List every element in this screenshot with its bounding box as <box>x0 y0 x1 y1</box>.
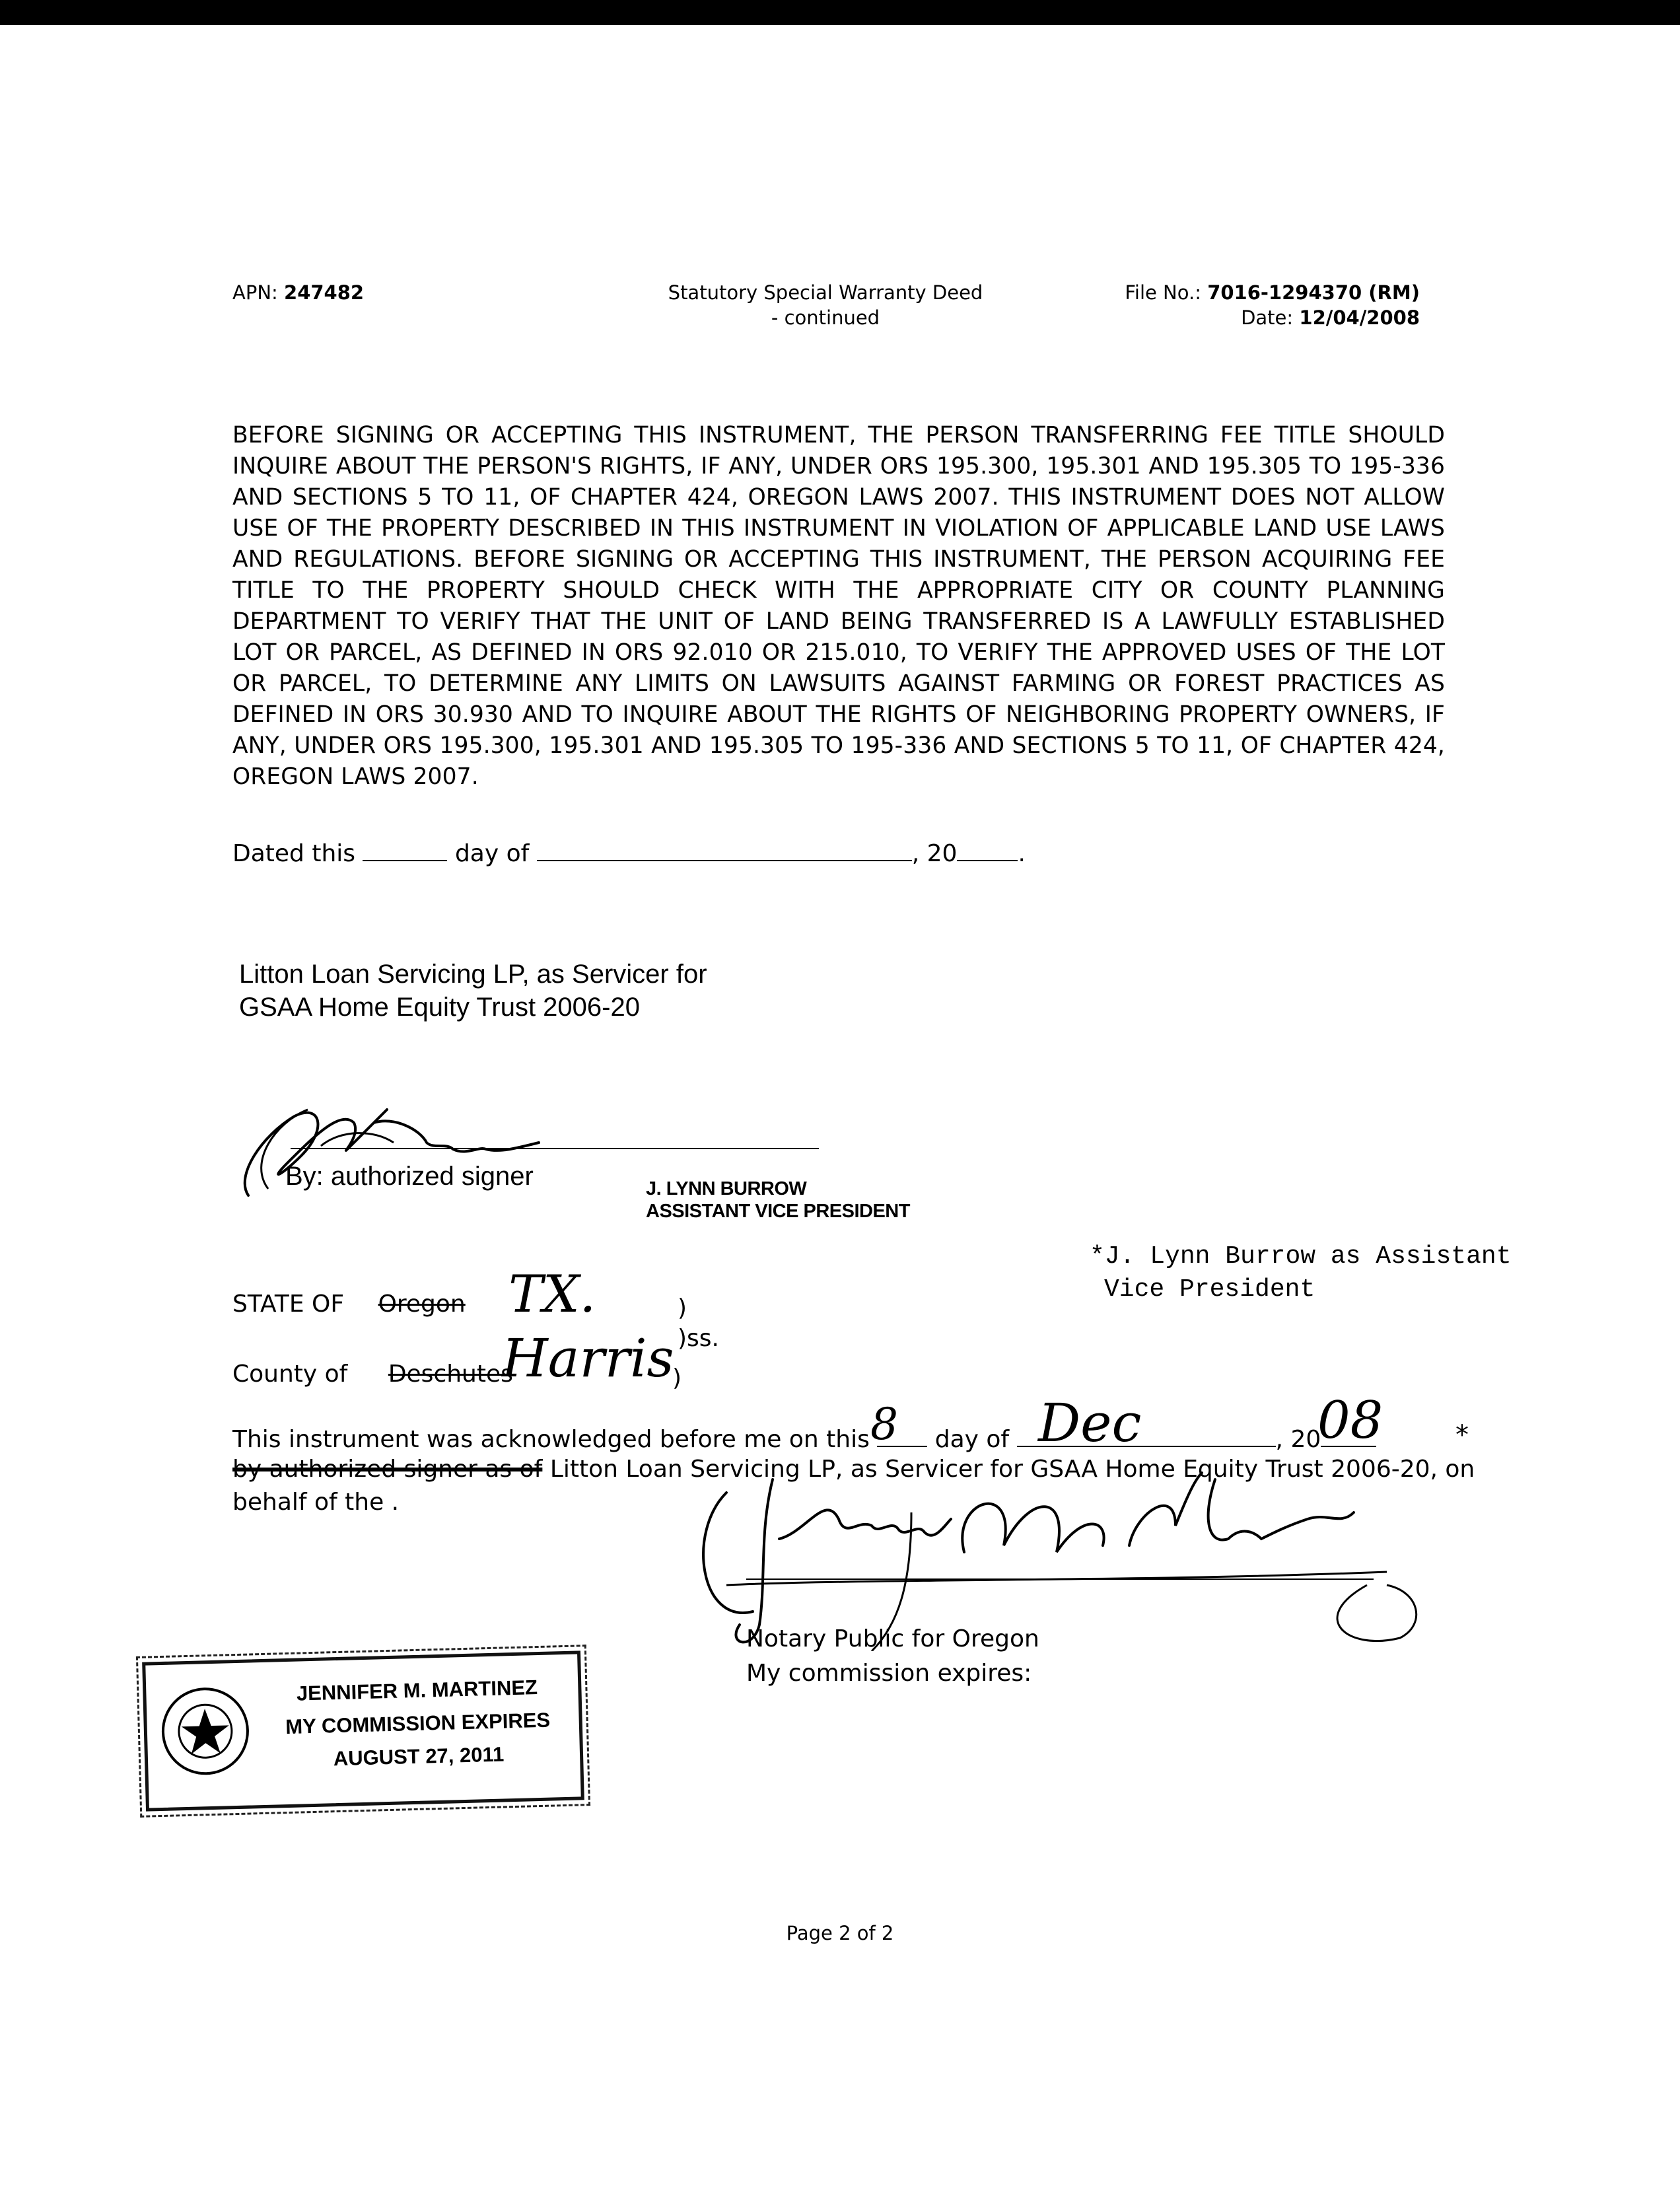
county-printed-struck: Deschutes <box>388 1361 513 1388</box>
ack-struck-text: by authorized signer as of <box>232 1456 543 1483</box>
date-value: 12/04/2008 <box>1299 306 1420 329</box>
page-number: Page 2 of 2 <box>786 1922 894 1944</box>
signer-stamp-name: J. LYNN BURROW <box>646 1178 807 1199</box>
ack-month-handwritten: Dec <box>1038 1392 1142 1454</box>
signer-stamp-title: ASSISTANT VICE PRESIDENT <box>646 1201 910 1222</box>
notary-signature-line <box>746 1578 1374 1580</box>
grantor-line2: GSAA Home Equity Trust 2006-20 <box>239 993 640 1022</box>
file-date <box>1024 305 1420 330</box>
dated-prefix: Dated this <box>232 840 356 867</box>
typed-note-line1: *J. Lynn Burrow as Assistant <box>1090 1242 1512 1271</box>
ack-year-handwritten: 08 <box>1317 1391 1383 1450</box>
date-label: Date: <box>1241 306 1294 329</box>
dated-end: . <box>1018 840 1026 867</box>
stamp-notary-name: JENNIFER M. MARTINEZ <box>296 1676 538 1705</box>
texas-star-seal-icon <box>158 1684 253 1779</box>
state-handwritten: TX. <box>508 1265 596 1324</box>
dated-year-prefix: 20 <box>927 840 958 867</box>
file-no <box>1024 280 1420 305</box>
state-label: STATE OF <box>232 1291 345 1318</box>
stamp-expiration-date: AUGUST 27, 2011 <box>333 1742 505 1771</box>
ack-day-of: day of <box>934 1426 1010 1453</box>
notary-title: Notary Public for Oregon <box>746 1625 1039 1652</box>
file-no-label: File No.: <box>1125 281 1201 304</box>
dated-day-of: day of <box>454 840 530 867</box>
county-label: County of <box>232 1361 348 1388</box>
dated-month-blank[interactable] <box>537 837 912 861</box>
doc-title-line2: - continued <box>771 306 880 329</box>
scan-top-border <box>0 0 1680 25</box>
county-line <box>232 1359 513 1390</box>
notary-commission-label: My commission expires: <box>746 1660 1032 1687</box>
ack-day-handwritten: 8 <box>870 1399 898 1450</box>
county-paren: ) <box>672 1365 682 1392</box>
dated-line: Dated this day of , 20 . <box>232 837 1026 869</box>
state-paren: ) <box>678 1294 687 1322</box>
typed-signer-note <box>1090 1240 1512 1306</box>
statutory-notice: BEFORE SIGNING OR ACCEPTING THIS INSTRUMENT, THE PERSON TRANSFERRING FEE TITLE SHOULD INQUIRE ABOUT THE PERSON'S RIGHTS, IF ANY, UNDER ORS 195.300, 195.301 AND 195.305 TO 195-336 AND SECTIONS 5 TO 11, OF CHAPTER 424, OREGON LAWS 2007. THIS INSTRUMENT DOES NOT ALLOW USE OF THE PROPERTY DESCRIBED IN THIS INSTRUMENT IN VIOLATION OF APPLICABLE LAND USE LAWS AND REGULATIONS. BEFORE SIGNING OR ACCEPTING THIS INSTRUMENT, THE PERSON ACQUIRING FEE TITLE TO THE PROPERTY SHOULD CHECK WITH THE APPROPRIATE CITY OR COUNTY PLANNING DEPARTMENT TO VERIFY THAT THE UNIT OF LAND BEING TRANSFERRED IS A LAWFULLY ESTABLISHED LOT OR PARCEL, AS DEFINED IN ORS 92.010 OR 215.010, TO VERIFY THE APPROVED USES OF THE LOT OR PARCEL, TO DETERMINE ANY LIMITS ON LAWSUITS AGAINST FARMING OR FOREST PRACTICES AS DEFINED IN ORS 30.930 AND TO INQUIRE ABOUT THE RIGHTS OF NEIGHBORING PROPERTY OWNERS, IF ANY, UNDER ORS 195.300, 195.301 AND 195.305 TO 195-336 AND SECTIONS 5 TO 11, OF CHAPTER 424, OREGON LAWS 2007. <box>232 422 1445 790</box>
venue-ss: )ss. <box>678 1325 719 1352</box>
dated-year-blank[interactable] <box>957 837 1018 861</box>
acknowledgment-line2 <box>232 1454 1475 1485</box>
typed-note-line2: Vice President <box>1104 1275 1315 1304</box>
signature-line <box>291 1148 819 1149</box>
apn <box>232 280 364 305</box>
doc-title <box>627 280 1024 330</box>
ack-year-prefix: 20 <box>1290 1426 1321 1453</box>
file-info <box>1024 280 1420 330</box>
apn-label: APN: <box>232 281 278 304</box>
county-handwritten: Harris <box>502 1328 674 1389</box>
grantor-line1: Litton Loan Servicing LP, as Servicer for <box>239 960 707 989</box>
state-line <box>232 1289 466 1320</box>
grantor-block <box>239 958 707 1024</box>
apn-value: 247482 <box>284 281 365 304</box>
by-authorized-signer: By: authorized signer <box>285 1162 534 1191</box>
signer-stamp <box>646 1178 910 1223</box>
acknowledgment-line1: This instrument was acknowledged before me on this day of , 20 <box>232 1423 1376 1455</box>
ack-asterisk: * <box>1455 1420 1469 1450</box>
file-no-value: 7016-1294370 (RM) <box>1207 281 1420 304</box>
acknowledgment-line3: behalf of the . <box>232 1489 400 1516</box>
state-printed-struck: Oregon <box>378 1291 466 1318</box>
dated-day-blank[interactable] <box>363 837 447 861</box>
ack-text: This instrument was acknowledged before me on this <box>232 1426 870 1453</box>
notary-block <box>746 1622 1039 1691</box>
doc-title-line1: Statutory Special Warranty Deed <box>668 281 983 304</box>
notary-stamp <box>142 1650 584 1811</box>
ack-line2-rest: Litton Loan Servicing LP, as Servicer for GSAA Home Equity Trust 2006-20, on <box>549 1456 1475 1483</box>
stamp-commission-expires: MY COMMISSION EXPIRES <box>285 1708 551 1739</box>
